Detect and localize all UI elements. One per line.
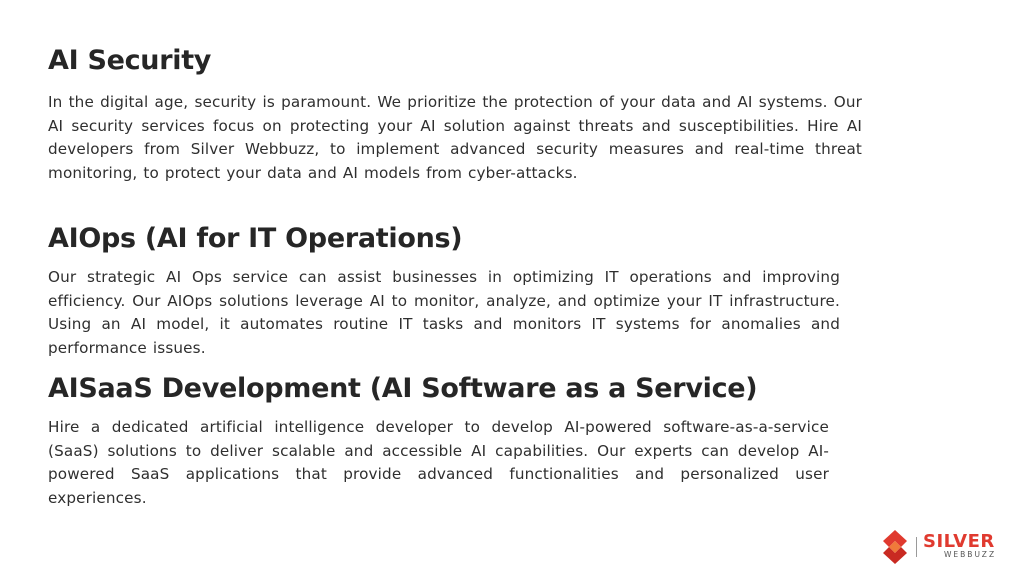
logo-subtext: WEBBUZZ	[944, 550, 997, 559]
section-aiops	[48, 222, 840, 360]
section-title: AI Security	[48, 45, 212, 76]
section-aisaas	[48, 372, 829, 510]
section-title: AISaaS Development (AI Software as a Service)	[48, 373, 758, 404]
section-title: AIOps (AI for IT Operations)	[48, 223, 463, 254]
logo-wordmark: SILVER	[923, 531, 995, 552]
section-body: In the digital age, security is paramount. We prioritize the protection of your data and AI systems. Our AI security services focus on protecting your AI solution against threats and susceptibilities. Hire AI developers from Silver Webbuzz, to implement advanced security measures and real-time threat monitoring, to protect your data and AI models from cyber-attacks.	[48, 93, 862, 182]
section-ai-security	[48, 44, 862, 185]
company-logo	[880, 527, 1010, 567]
section-body: Hire a dedicated artificial intelligence developer to develop AI-powered software-as-a-service (SaaS) solutions to deliver scalable and accessible AI capabilities. Our experts can develop AI-powered SaaS applications that provide advanced functionalities and personalized user experiences.	[48, 418, 829, 507]
section-body: Our strategic AI Ops service can assist businesses in optimizing IT operations and improving efficiency. Our AIOps solutions leverage AI to monitor, analyze, and optimize your IT infrastructure. Using an AI model, it automates routine IT tasks and monitors IT systems for anomalies and performance issues.	[48, 268, 840, 357]
logo-divider	[916, 537, 917, 557]
silver-webbuzz-diamond-icon	[880, 529, 910, 565]
